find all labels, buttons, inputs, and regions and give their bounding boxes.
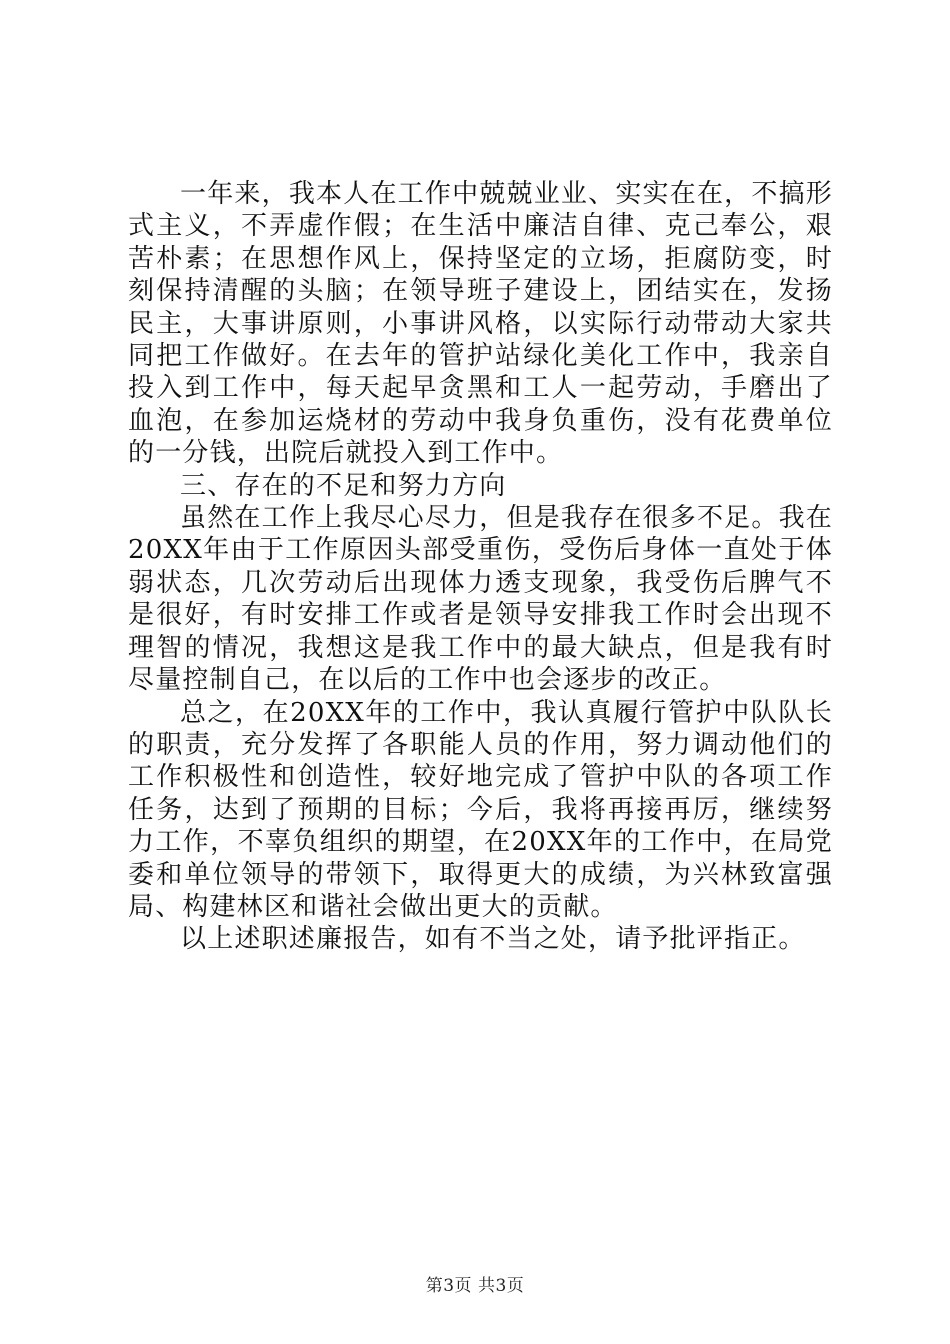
paragraph-shortcomings: 虽然在工作上我尽心尽力，但是我存在很多不足。我在20XX年由于工作原因头部受重伤，受伤后身体一直处于体弱状态，几次劳动后出现体力透支现象，我受伤后脾气不是很好，有时安排工作或者是领导安排我工作时会出现不理智的情况，我想这是我工作中的最大缺点，但是我有时尽量控制自己，在以后的工作中也会逐步的改正。 bbox=[128, 503, 833, 696]
page-number: 第3页 共3页 bbox=[425, 1276, 525, 1296]
paragraph-integrity: 一年来，我本人在工作中兢兢业业、实实在在，不搞形式主义，不弄虚作假；在生活中廉洁自律、克己奉公，艰苦朴素；在思想作风上，保持坚定的立场，拒腐防变，时刻保持清醒的头脑；在领导班子建设上，团结实在，发扬民主，大事讲原则，小事讲风格，以实际行动带动大家共同把工作做好。在去年的管护站绿化美化工作中，我亲自投入到工作中，每天起早贪黑和工人一起劳动，手磨出了血泡，在参加运烧材的劳动中我身负重伤，没有花费单位的一分钱，出院后就投入到工作中。 bbox=[128, 179, 833, 469]
section-heading-shortcomings: 三、存在的不足和努力方向 bbox=[180, 470, 507, 501]
document-body bbox=[128, 178, 833, 956]
paragraph-summary: 总之，在20XX年的工作中，我认真履行管护中队队长的职责，充分发挥了各职能人员的作用，努力调动他们的工作积极性和创造性，较好地完成了管护中队的各项工作任务，达到了预期的目标；今后，我将再接再厉，继续努力工作，不辜负组织的期望，在20XX年的工作中，在局党委和单位领导的带领下，取得更大的成绩，为兴林致富强局、构建林区和谐社会做出更大的贡献。 bbox=[128, 697, 833, 922]
paragraph-closing: 以上述职述廉报告，如有不当之处，请予批评指正。 bbox=[180, 924, 806, 955]
